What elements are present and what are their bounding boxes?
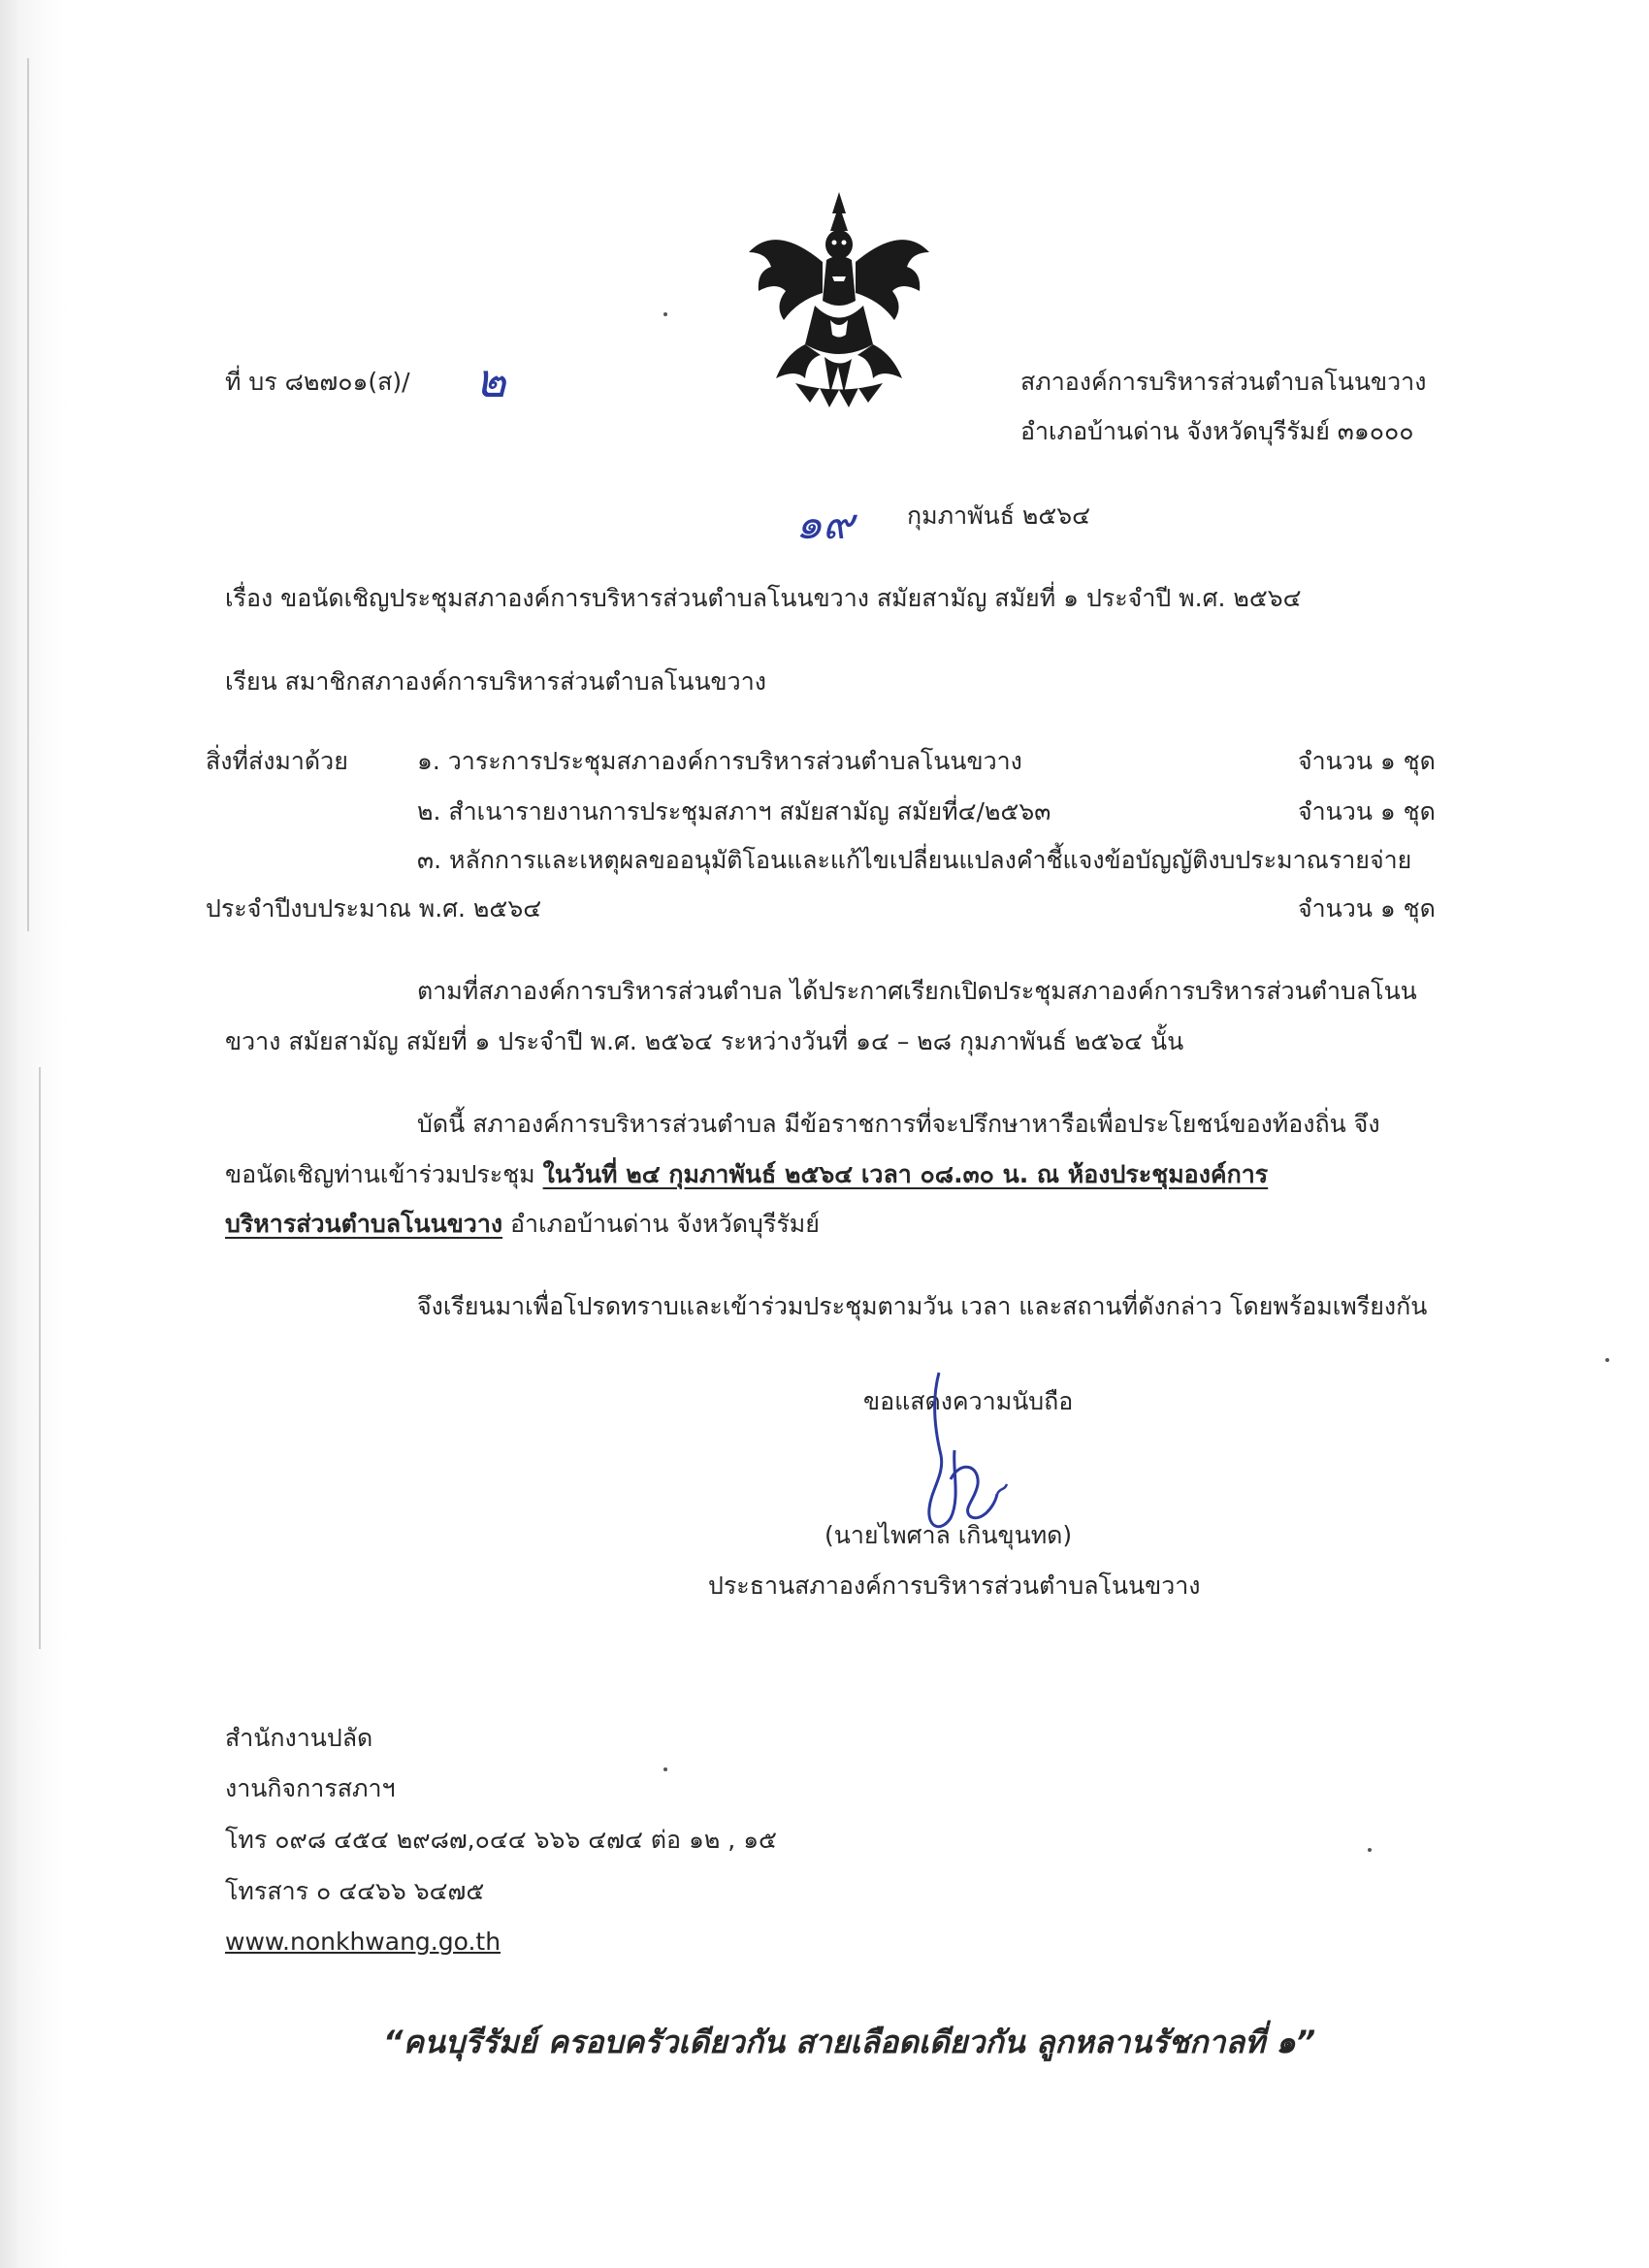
enclosure-item: ๑. วาระการประชุมสภาองค์การบริหารส่วนตำบลโนนขวาง bbox=[417, 747, 1022, 775]
reference-number: ที่ บร ๘๒๗๐๑(ส)/ bbox=[225, 368, 410, 396]
garuda-emblem-icon bbox=[737, 184, 941, 417]
provincial-motto: “คนบุรีรัมย์ ครอบครัวเดียวกัน สายเลือดเดียวกัน ลูกหลานรัชกาลที่ ๑” bbox=[383, 2024, 1316, 2060]
signer-title: ประธานสภาองค์การบริหารส่วนตำบลโนนขวาง bbox=[708, 1571, 1201, 1600]
handwritten-date-day: ๑๙ bbox=[795, 500, 855, 549]
invitation-text: ขอนัดเชิญท่านเข้าร่วมประชุม bbox=[225, 1160, 535, 1188]
body-paragraph-2-line2 bbox=[225, 1158, 1268, 1191]
letter-subject: เรื่อง ขอนัดเชิญประชุมสภาองค์การบริหารส่วนตำบลโนนขวาง สมัยสามัญ สมัยที่ ๑ ประจำปี พ.ศ. ๒๕๖๔ bbox=[225, 584, 1302, 612]
date-month-year: กุมภาพันธ์ ๒๕๖๔ bbox=[907, 502, 1091, 530]
body-paragraph-1-cont: ขวาง สมัยสามัญ สมัยที่ ๑ ประจำปี พ.ศ. ๒๕๖๔ ระหว่างวันที่ ๑๔ – ๒๘ กุมภาพันธ์ ๒๕๖๔ นั้น bbox=[225, 1027, 1184, 1055]
footer-fax: โทรสาร ๐ ๔๔๖๖ ๖๔๗๕ bbox=[225, 1877, 485, 1905]
scan-artifact-line bbox=[39, 1067, 41, 1649]
office-address: อำเภอบ้านด่าน จังหวัดบุรีรัมย์ ๓๑๐๐๐ bbox=[1020, 417, 1414, 445]
signer-name: (นายไพศาล เกินขุนทด) bbox=[824, 1521, 1073, 1549]
scan-speck bbox=[1605, 1358, 1609, 1362]
meeting-date-time: ในวันที่ ๒๔ กุมภาพันธ์ ๒๕๖๔ เวลา ๐๘.๓๐ น. ณ ห้องประชุมองค์การ bbox=[542, 1160, 1269, 1188]
enclosure-item: ๒. สำเนารายงานการประชุมสภาฯ สมัยสามัญ สมัยที่๔/๒๕๖๓ bbox=[417, 797, 1051, 826]
website-link[interactable]: www.nonkhwang.go.th bbox=[225, 1928, 501, 1956]
scan-speck bbox=[663, 312, 667, 316]
enclosure-item: ๓. หลักการและเหตุผลขออนุมัติโอนและแก้ไขเปลี่ยนแปลงคำชี้แจงข้อบัญญัติงบประมาณรายจ่าย bbox=[417, 846, 1412, 874]
enclosure-quantity: จำนวน ๑ ชุด bbox=[1298, 797, 1436, 826]
body-paragraph-2-line3 bbox=[225, 1208, 820, 1241]
enclosure-quantity: จำนวน ๑ ชุด bbox=[1298, 747, 1436, 775]
footer-phone: โทร ๐๙๘ ๔๕๔ ๒๙๘๗,๐๔๔ ๖๖๖ ๔๗๔ ต่อ ๑๒ , ๑๕ bbox=[225, 1826, 777, 1854]
body-paragraph-1: ตามที่สภาองค์การบริหารส่วนตำบล ได้ประกาศเรียกเปิดประชุมสภาองค์การบริหารส่วนตำบลโนน bbox=[417, 977, 1417, 1005]
footer-website-row bbox=[225, 1926, 501, 1959]
scan-edge-shadow bbox=[0, 0, 68, 2268]
body-paragraph-3: จึงเรียนมาเพื่อโปรดทราบและเข้าร่วมประชุมตามวัน เวลา และสถานที่ดังกล่าว โดยพร้อมเพรียงกัน bbox=[417, 1292, 1428, 1320]
scan-artifact-line bbox=[27, 58, 29, 931]
footer-unit: งานกิจการสภาฯ bbox=[225, 1774, 396, 1802]
enclosures-label: สิ่งที่ส่งมาด้วย bbox=[206, 747, 348, 775]
enclosure-item-continued: ประจำปีงบประมาณ พ.ศ. ๒๕๖๔ bbox=[206, 894, 542, 923]
scan-speck bbox=[663, 1767, 667, 1771]
scan-speck bbox=[1368, 1848, 1372, 1852]
meeting-location: อำเภอบ้านด่าน จังหวัดบุรีรัมย์ bbox=[510, 1210, 820, 1238]
handwritten-reference: ๒ bbox=[475, 354, 506, 408]
meeting-venue: บริหารส่วนตำบลโนนขวาง bbox=[225, 1210, 503, 1238]
enclosure-quantity: จำนวน ๑ ชุด bbox=[1298, 894, 1436, 923]
office-name: สภาองค์การบริหารส่วนตำบลโนนขวาง bbox=[1020, 368, 1427, 396]
closing-phrase: ขอแสดงความนับถือ bbox=[863, 1387, 1074, 1415]
body-paragraph-2: บัดนี้ สภาองค์การบริหารส่วนตำบล มีข้อราชการที่จะปรึกษาหารือเพื่อประโยชน์ของท้องถิ่น จึง bbox=[417, 1110, 1380, 1138]
footer-office: สำนักงานปลัด bbox=[225, 1724, 373, 1752]
letter-recipient: เรียน สมาชิกสภาองค์การบริหารส่วนตำบลโนนขวาง bbox=[225, 667, 766, 696]
handwritten-signature-icon bbox=[902, 1363, 1028, 1538]
